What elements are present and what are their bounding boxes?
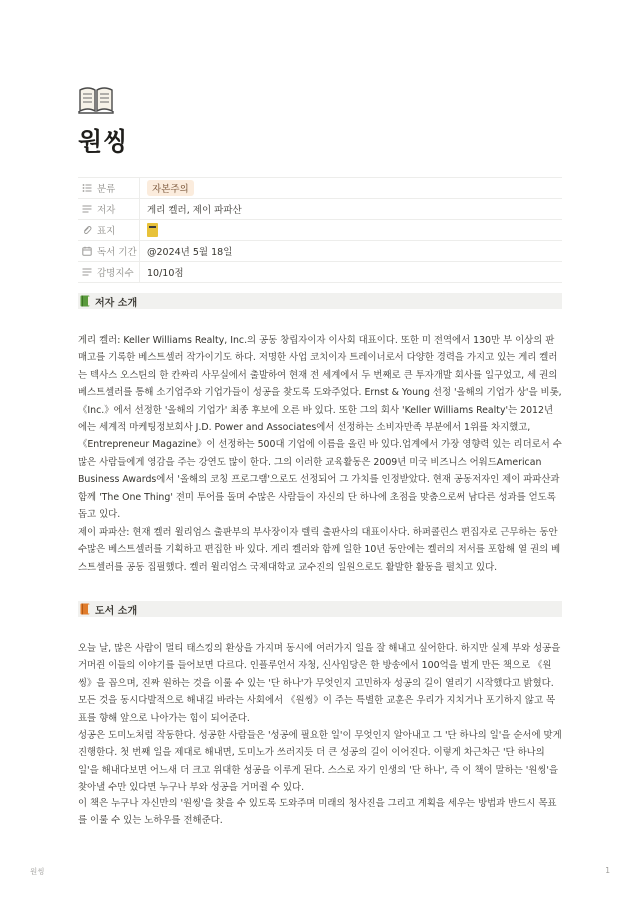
property-key: 표지 bbox=[78, 220, 140, 240]
book-paragraph-intro: 오늘 날, 많은 사람이 멀티 태스킹의 환상을 가지며 동시에 여러가지 일을 잘 해내고 싶어한다. 하지만 실제 부와 성공을 거머쥔 이들의 이야기를 들어보면 다르다. 인플루언서 자청, 신사임당은 한 방송에서 100억을 벌게 만든 책으로 《원씽》을 꼽으며, 진짜 원하는 것을 이룰 수 있는 '단 하나'가 무엇인지 고민하자 성공의 길이 열리기 시작했다고 밝혔다. 모든 것을 동시다발적으로 해내길 바라는 사회에서 《원씽》이 주는 특별한 교훈은 우리가 지치거나 포기하지 않고 목표를 향해 앞으로 나아가는 힘이 되어준다. bbox=[78, 643, 561, 724]
book-cover-thumbnail[interactable] bbox=[147, 223, 158, 237]
green-book-icon bbox=[80, 295, 91, 307]
property-row-reading-period[interactable] bbox=[78, 241, 562, 262]
footer-doc-title: 원씽 bbox=[30, 867, 45, 876]
paperclip-icon bbox=[82, 225, 92, 235]
text-lines-icon bbox=[82, 204, 92, 214]
orange-book-icon bbox=[80, 603, 91, 615]
author-section-heading: 저자 소개 bbox=[78, 293, 562, 309]
book-paragraph-domino: 성공은 도미노처럼 작동한다. 성공한 사람들은 '성공에 필요한 일'이 무엇인지 알아내고 그 '단 하나의 일'을 순서에 맞게 진행한다. 첫 번째 일을 제대로 해내면, 도미노가 쓰러지듯 더 큰 성공의 길이 이어진다. 이렇게 차근차근 '단 하나의 일'을 해내다보면 어느새 더 크고 위대한 성공을 이루게 된다. 스스로 자기 인생의 '단 하나', 즉 이 책이 말하는 '원씽'을 찾아낼 수만 있다면 누구나 부와 성공을 거머쥘 수 있다. bbox=[78, 730, 562, 794]
category-tag[interactable]: 자본주의 bbox=[147, 180, 194, 196]
text-lines-icon bbox=[82, 267, 92, 277]
property-key: 감명지수 bbox=[78, 262, 140, 282]
author-value[interactable]: 게리 켈러, 제이 파파산 bbox=[147, 205, 242, 216]
property-row-author[interactable] bbox=[78, 199, 562, 220]
open-book-icon bbox=[78, 84, 114, 114]
property-row-category[interactable] bbox=[78, 178, 562, 199]
properties-table bbox=[78, 177, 562, 283]
list-icon bbox=[82, 183, 92, 193]
book-paragraph-summary: 이 책은 누구나 자신만의 '원씽'을 찾을 수 있도록 도와주며 미래의 청사진을 그리고 계획을 세우는 방법과 반드시 목표를 이룰 수 있는 노하우를 전해준다. bbox=[78, 798, 557, 827]
page-title: 원씽 bbox=[78, 127, 129, 156]
property-key: 분류 bbox=[78, 178, 140, 198]
calendar-icon bbox=[82, 246, 92, 256]
footer-page-number: 1 bbox=[605, 866, 610, 875]
author-paragraph-keller: 게리 켈러: Keller Williams Realty, Inc.의 공동 창립자이자 이사회 대표이다. 또한 미 전역에서 130만 부 이상의 판매고를 기록한 베스트셀러 작가이기도 하다. 저명한 사업 코치이자 트레이너로서 다양한 경력을 가지고 있는 게리 켈러는 텍사스 오스틴의 한 칸짜리 사무실에서 출발하여 현재 전 세계에서 두 번째로 큰 투자개발 회사를 일구었고, 세 권의 베스트셀러를 통해 소기업주와 기업가들이 성공을 찾도록 도와주었다. Ernst & Young 선정 '올해의 기업가 상'을 비롯, 《Inc.》에서 선정한 '올해의 기업가' 최종 후보에 오른 바 있다. 또한 그의 회사 'Keller Williams Realty'는 2012년에는 세계적 마케팅정보회사 J.D. Power and Associates에서 선정하는 소비자만족 부분에서 1위를 차지했고, 《Entrepreneur Magazine》이 선정하는 500대 기업에 이름을 올린 바 있다.업계에서 가장 영향력 있는 리더로서 수많은 사람들에게 영감을 주는 강연도 많이 한다. 그의 이러한 교육활동은 2009년 미국 비즈니스 어워드American Business Awards에서 '올해의 코칭 프로그램'으로도 선정되어 그 가치를 인정받았다. 현재 공동저자인 제이 파파산과 함께 'The One Thing' 전미 투어를 돌며 수많은 사람들이 자신의 단 하나에 초점을 맞춤으로써 남다른 성과를 얻도록 돕고 있다. bbox=[78, 335, 562, 521]
author-paragraph-papasan: 제이 파파산: 현재 켈러 윌리엄스 출판부의 부사장이자 렐릭 출판사의 대표이사다. 하퍼콜린스 편집자로 근무하는 동안 수많은 베스트셀러를 기획하고 편집한 바 있다. 게리 켈러와 함께 일한 10년 동안에는 켈러의 저서를 포함해 열 권의 베스트셀러를 공동 집필했다. 켈러 윌리엄스 국제대학교 교수진의 일원으로도 활발한 활동을 펼치고 있다. bbox=[78, 527, 561, 573]
reading-date-value[interactable]: @2024년 5월 18일 bbox=[147, 247, 233, 258]
property-row-impression[interactable] bbox=[78, 262, 562, 283]
property-row-cover[interactable] bbox=[78, 220, 562, 241]
property-key: 독서 기간 bbox=[78, 241, 140, 261]
impression-score-value[interactable]: 10/10점 bbox=[147, 268, 184, 279]
book-section-heading: 도서 소개 bbox=[78, 601, 562, 617]
property-key: 저자 bbox=[78, 199, 140, 219]
